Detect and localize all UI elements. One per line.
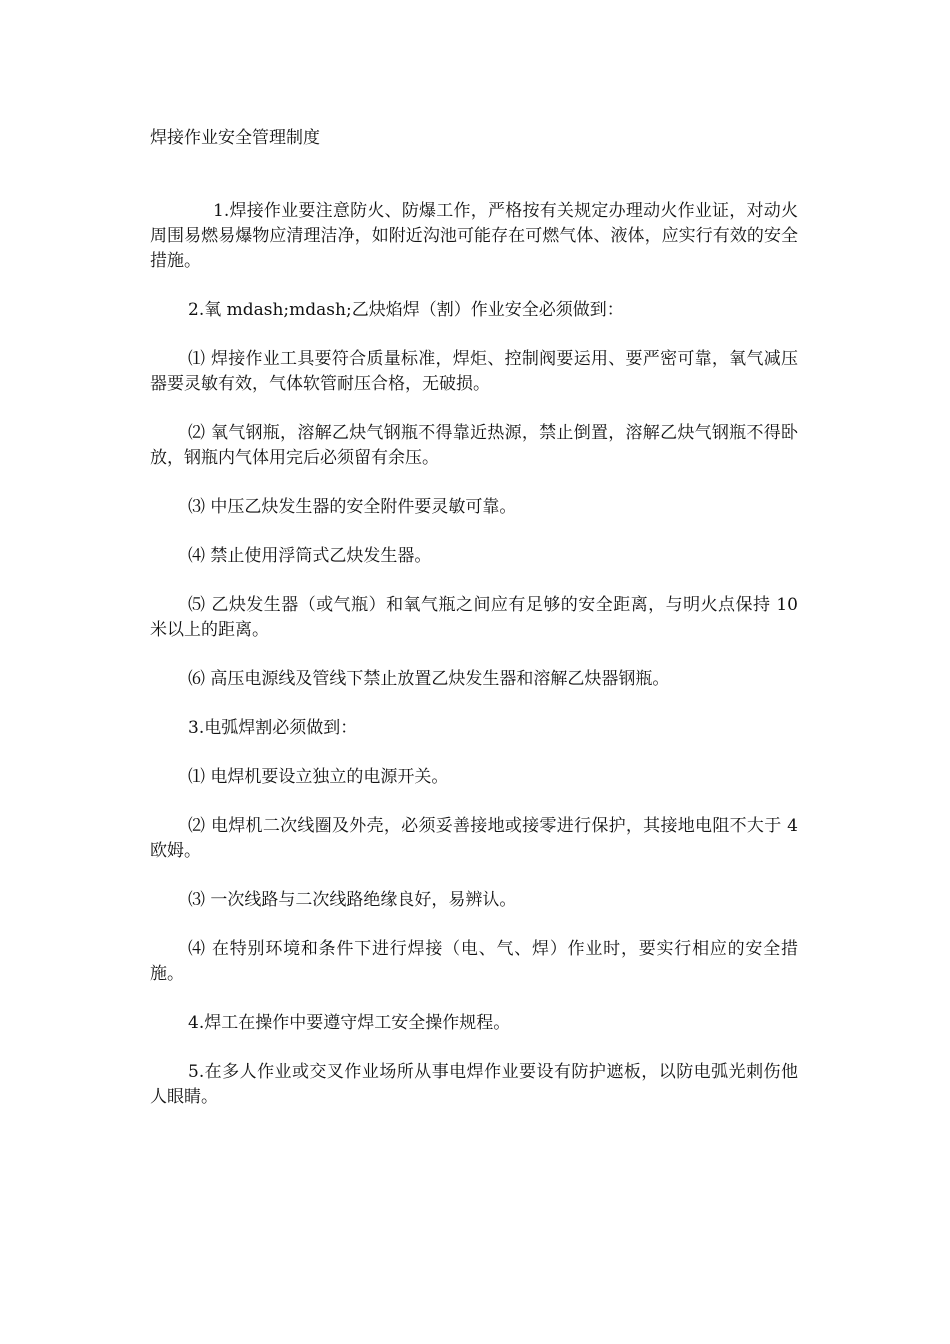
paragraph-3: 3.电弧焊割必须做到： [188,718,358,738]
paragraph-2-item-6: ⑹ 高压电源线及管线下禁止放置乙炔发生器和溶解乙炔器钢瓶。 [188,669,670,689]
paragraph-3-item-4: ⑷ 在特别环境和条件下进行焊接（电、气、焊）作业时，要实行相应的安全措施。 [150,939,798,984]
document-body [150,199,798,1134]
paragraph-5: 5.在多人作业或交叉作业场所从事电焊作业要设有防护遮板，以防电弧光刺伤他人眼睛。 [150,1062,798,1107]
paragraph-2-item-4: ⑷ 禁止使用浮筒式乙炔发生器。 [188,546,432,566]
paragraph-2-item-1: ⑴ 焊接作业工具要符合质量标准，焊炬、控制阀要运用、要严密可靠，氧气减压器要灵敏有效，气体软管耐压合格，无破损。 [150,349,798,394]
paragraph-3-item-1: ⑴ 电焊机要设立独立的电源开关。 [188,767,449,787]
paragraph-2-item-3: ⑶ 中压乙炔发生器的安全附件要灵敏可靠。 [188,497,517,517]
paragraph-2-item-5: ⑸ 乙炔发生器（或气瓶）和氧气瓶之间应有足够的安全距离，与明火点保持 10 米以上的距离。 [150,595,798,640]
paragraph-2-item-2: ⑵ 氧气钢瓶，溶解乙炔气钢瓶不得靠近热源，禁止倒置，溶解乙炔气钢瓶不得卧放，钢瓶内气体用完后必须留有余压。 [150,423,798,468]
paragraph-1: 1.焊接作业要注意防火、防爆工作，严格按有关规定办理动火作业证，对动火周围易燃易爆物应清理洁净，如附近沟池可能存在可燃气体、液体，应实行有效的安全措施。 [150,201,798,271]
paragraph-3-item-2: ⑵ 电焊机二次线圈及外壳，必须妥善接地或接零进行保护，其接地电阻不大于 4 欧姆。 [150,816,798,861]
paragraph-3-item-3: ⑶ 一次线路与二次线路绝缘良好，易辨认。 [188,890,517,910]
paragraph-4: 4.焊工在操作中要遵守焊工安全操作规程。 [188,1013,511,1033]
document-title: 焊接作业安全管理制度 [150,128,320,148]
paragraph-2: 2.氧 mdash;mdash;乙炔焰焊（割）作业安全必须做到： [188,300,624,320]
